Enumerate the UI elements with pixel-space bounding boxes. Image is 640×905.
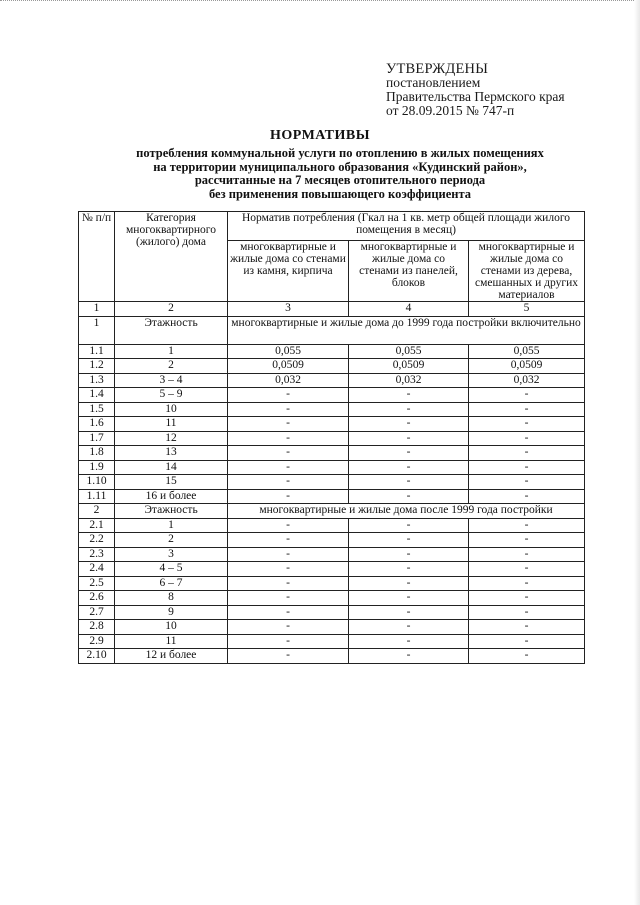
section-1-num: 1: [79, 316, 115, 344]
row-stone: -: [228, 431, 349, 446]
scan-edge: [0, 0, 640, 9]
row-panel: -: [349, 446, 469, 461]
row-wood: -: [469, 576, 585, 591]
row-num: 2.1: [79, 518, 115, 533]
row-floors: 13: [115, 446, 228, 461]
section-1-label: Этажность: [115, 316, 228, 344]
table-row: [79, 533, 585, 548]
table-row: [79, 402, 585, 417]
row-floors: 1: [115, 344, 228, 359]
row-panel: -: [349, 518, 469, 533]
section-2-label: Этажность: [115, 504, 228, 519]
norms-table: [78, 211, 585, 664]
row-panel: -: [349, 431, 469, 446]
row-stone: -: [228, 591, 349, 606]
row-floors: 12 и более: [115, 649, 228, 664]
row-num: 1.9: [79, 460, 115, 475]
approval-line-3: Правительства Пермского края: [386, 89, 565, 104]
row-floors: 10: [115, 620, 228, 635]
row-num: 2.9: [79, 634, 115, 649]
col-number: 4: [349, 302, 469, 317]
row-wood: -: [469, 475, 585, 490]
row-num: 2.6: [79, 591, 115, 606]
approval-stamp: [386, 62, 565, 118]
col-number: 2: [115, 302, 228, 317]
row-stone: -: [228, 475, 349, 490]
row-floors: 8: [115, 591, 228, 606]
row-floors: 15: [115, 475, 228, 490]
document-title: НОРМАТИВЫ: [270, 128, 370, 143]
row-stone: -: [228, 620, 349, 635]
header-row-1: [79, 212, 585, 241]
row-floors: 10: [115, 402, 228, 417]
table-row: [79, 634, 585, 649]
row-stone: -: [228, 562, 349, 577]
row-stone: -: [228, 576, 349, 591]
row-panel: -: [349, 417, 469, 432]
row-num: 2.8: [79, 620, 115, 635]
row-panel: -: [349, 489, 469, 504]
table-row: [79, 373, 585, 388]
row-wood: -: [469, 620, 585, 635]
header-norm: Норматив потребления (Гкал на 1 кв. метр общей площади жилого помещения в месяц): [228, 212, 585, 241]
approval-line-4: от 28.09.2015 № 747-п: [386, 103, 515, 118]
header-col-stone: многоквартирные и жилые дома со стенами из камня, кирпича: [228, 241, 349, 302]
table-row: [79, 475, 585, 490]
header-col-wood: многоквартирные и жилые дома со стенами из дерева, смешанных и других материалов: [469, 241, 585, 302]
col-number: 5: [469, 302, 585, 317]
row-stone: 0,032: [228, 373, 349, 388]
row-wood: -: [469, 388, 585, 403]
row-panel: -: [349, 576, 469, 591]
subtitle-line-3: рассчитанные на 7 месяцев отопительного периода: [194, 173, 486, 187]
table-row: [79, 460, 585, 475]
table-row: [79, 518, 585, 533]
header-col-panel: многоквартирные и жилые дома со стенами из панелей, блоков: [349, 241, 469, 302]
row-floors: 3 – 4: [115, 373, 228, 388]
table-row: [79, 431, 585, 446]
row-panel: 0,055: [349, 344, 469, 359]
row-num: 1.1: [79, 344, 115, 359]
row-num: 1.2: [79, 359, 115, 374]
row-num: 2.5: [79, 576, 115, 591]
row-panel: -: [349, 562, 469, 577]
row-floors: 16 и более: [115, 489, 228, 504]
row-wood: 0,032: [469, 373, 585, 388]
row-stone: -: [228, 605, 349, 620]
row-stone: 0,055: [228, 344, 349, 359]
row-wood: -: [469, 634, 585, 649]
table-row: [79, 446, 585, 461]
row-panel: 0,0509: [349, 359, 469, 374]
row-floors: 11: [115, 634, 228, 649]
row-wood: -: [469, 460, 585, 475]
row-num: 2.2: [79, 533, 115, 548]
row-panel: -: [349, 388, 469, 403]
table-row: [79, 489, 585, 504]
section-1-caption: многоквартирные и жилые дома до 1999 года постройки включительно: [228, 316, 585, 344]
row-num: 1.6: [79, 417, 115, 432]
approval-line-1: УТВЕРЖДЕНЫ: [386, 61, 489, 77]
row-wood: -: [469, 649, 585, 664]
row-panel: -: [349, 547, 469, 562]
row-stone: -: [228, 460, 349, 475]
header-category: Категория многоквартирного (жилого) дома: [115, 212, 228, 302]
row-floors: 1: [115, 518, 228, 533]
row-num: 1.4: [79, 388, 115, 403]
row-wood: -: [469, 402, 585, 417]
approval-line-2: постановлением: [386, 75, 481, 90]
row-num: 2.4: [79, 562, 115, 577]
subtitle-line-2: на территории муниципального образования «Кудинский район»,: [153, 159, 527, 174]
row-panel: -: [349, 634, 469, 649]
row-panel: -: [349, 605, 469, 620]
row-floors: 4 – 5: [115, 562, 228, 577]
row-panel: -: [349, 533, 469, 548]
subtitle-line-1: потребления коммунальной услуги по отоплению в жилых помещениях: [136, 146, 544, 160]
row-stone: -: [228, 649, 349, 664]
row-stone: -: [228, 446, 349, 461]
row-floors: 14: [115, 460, 228, 475]
row-wood: -: [469, 533, 585, 548]
row-num: 1.3: [79, 373, 115, 388]
row-wood: -: [469, 562, 585, 577]
row-floors: 6 – 7: [115, 576, 228, 591]
row-wood: 0,055: [469, 344, 585, 359]
row-num: 2.7: [79, 605, 115, 620]
table-row: [79, 591, 585, 606]
row-panel: -: [349, 460, 469, 475]
column-number-row: [79, 302, 585, 317]
row-wood: -: [469, 547, 585, 562]
row-wood: -: [469, 518, 585, 533]
table-row: [79, 605, 585, 620]
row-floors: 5 – 9: [115, 388, 228, 403]
row-stone: -: [228, 533, 349, 548]
table-row: [79, 620, 585, 635]
row-floors: 2: [115, 533, 228, 548]
row-floors: 9: [115, 605, 228, 620]
row-floors: 2: [115, 359, 228, 374]
row-stone: -: [228, 547, 349, 562]
row-stone: -: [228, 518, 349, 533]
row-panel: -: [349, 620, 469, 635]
row-stone: -: [228, 634, 349, 649]
row-wood: -: [469, 417, 585, 432]
row-num: 2.10: [79, 649, 115, 664]
table-row: [79, 576, 585, 591]
col-number: 3: [228, 302, 349, 317]
table-row: [79, 547, 585, 562]
header-num: № п/п: [79, 212, 115, 302]
row-stone: -: [228, 489, 349, 504]
row-num: 2.3: [79, 547, 115, 562]
row-stone: -: [228, 417, 349, 432]
subtitle-line-4: без применения повышающего коэффициента: [208, 186, 472, 201]
row-wood: -: [469, 605, 585, 620]
document-subtitle: [80, 147, 600, 201]
table-row: [79, 562, 585, 577]
row-panel: 0,032: [349, 373, 469, 388]
row-num: 1.7: [79, 431, 115, 446]
col-number: 1: [79, 302, 115, 317]
row-floors: 3: [115, 547, 228, 562]
table-row: [79, 359, 585, 374]
row-num: 1.10: [79, 475, 115, 490]
table-row: [79, 388, 585, 403]
row-floors: 12: [115, 431, 228, 446]
table-row: [79, 649, 585, 664]
row-wood: -: [469, 446, 585, 461]
row-floors: 11: [115, 417, 228, 432]
row-wood: -: [469, 431, 585, 446]
row-panel: -: [349, 649, 469, 664]
row-num: 1.8: [79, 446, 115, 461]
row-panel: -: [349, 475, 469, 490]
row-wood: -: [469, 489, 585, 504]
section-1-row: [79, 316, 585, 344]
section-2-row: [79, 504, 585, 519]
row-wood: -: [469, 591, 585, 606]
row-num: 1.11: [79, 489, 115, 504]
row-wood: 0,0509: [469, 359, 585, 374]
row-stone: 0,0509: [228, 359, 349, 374]
row-num: 1.5: [79, 402, 115, 417]
row-stone: -: [228, 402, 349, 417]
table-row: [79, 344, 585, 359]
row-stone: -: [228, 388, 349, 403]
row-panel: -: [349, 591, 469, 606]
section-2-caption: многоквартирные и жилые дома после 1999 года постройки: [228, 504, 585, 519]
row-panel: -: [349, 402, 469, 417]
section-2-num: 2: [79, 504, 115, 519]
table-row: [79, 417, 585, 432]
